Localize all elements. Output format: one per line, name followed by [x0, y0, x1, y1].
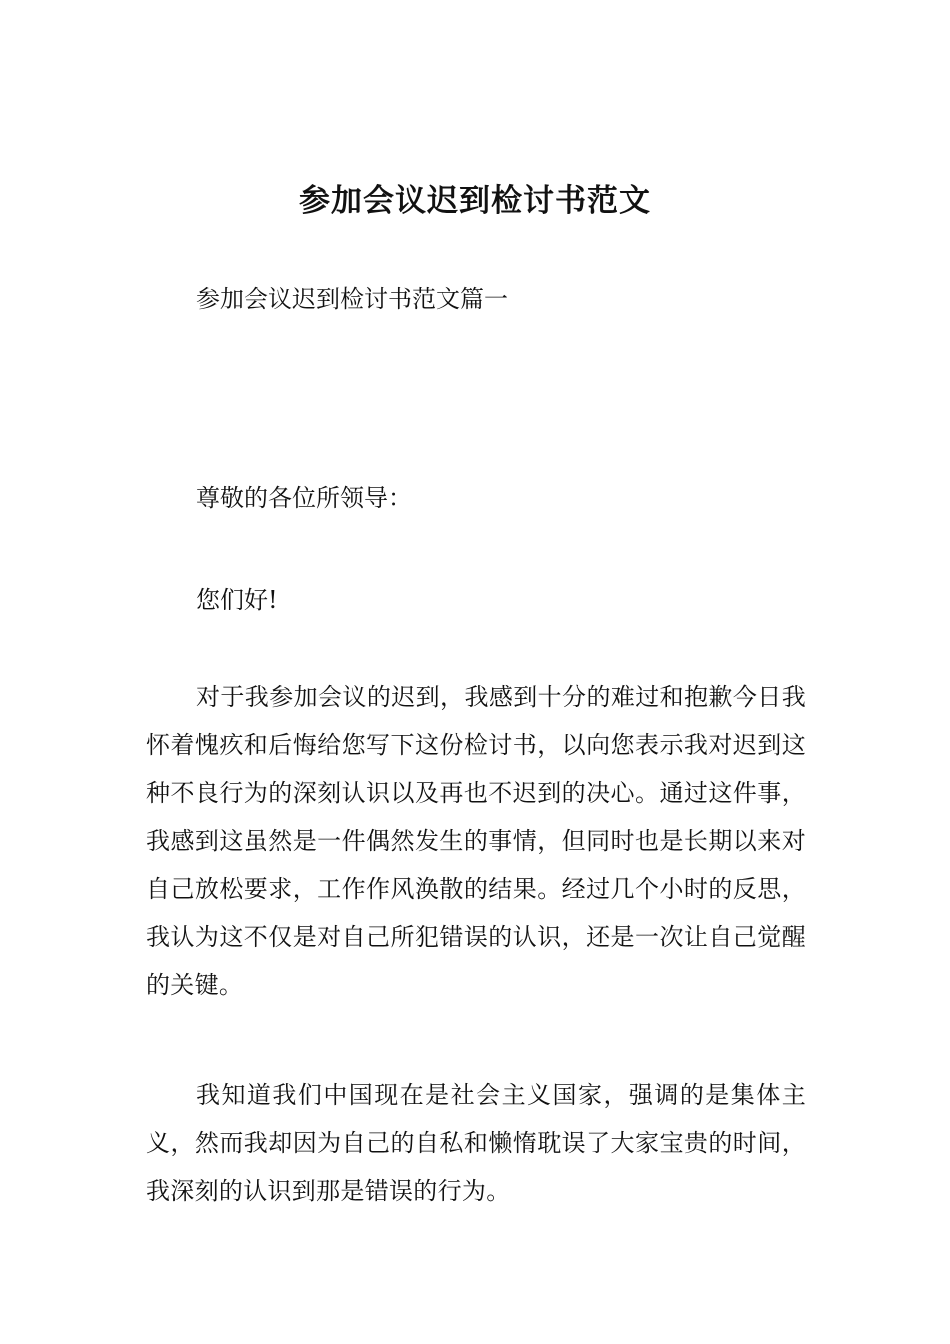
- salutation: 尊敬的各位所领导：: [196, 484, 412, 512]
- body-paragraph-1: 对于我参加会议的迟到，我感到十分的难过和抱歉今日我怀着愧疚和后悔给您写下这份检讨书，以向您表示我对迟到这种不良行为的深刻认识以及再也不迟到的决心。通过这件事，我感到这虽然是一件偶然发生的事情，但同时也是长期以来对自己放松要求，工作作风涣散的结果。经过几个小时的反思，我认为这不仅是对自己所犯错误的认识，还是一次让自己觉醒的关键。: [146, 683, 806, 999]
- greeting: 您们好!: [196, 586, 278, 614]
- body-paragraph-2: 我知道我们中国现在是社会主义国家，强调的是集体主义，然而我却因为自己的自私和懒惰耽误了大家宝贵的时间，我深刻的认识到那是错误的行为。: [146, 1081, 806, 1205]
- document-subtitle: 参加会议迟到检讨书范文篇一: [196, 285, 508, 313]
- document-title: 参加会议迟到检讨书范文: [299, 183, 651, 219]
